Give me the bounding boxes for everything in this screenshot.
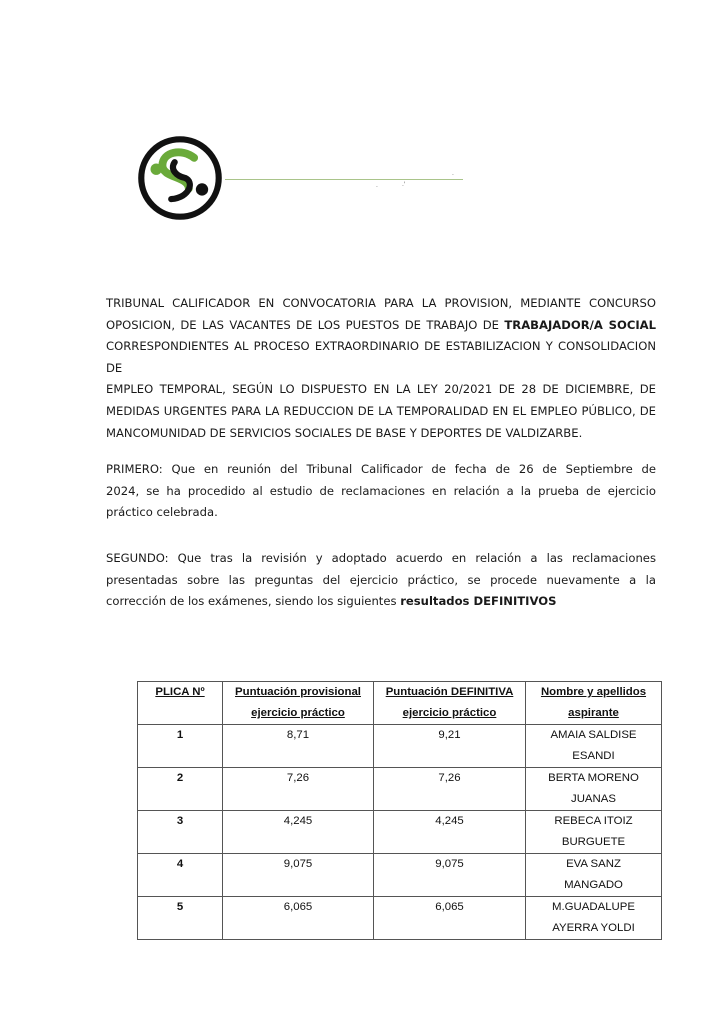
intro-line: MEDIDAS URGENTES PARA LA REDUCCION DE LA TEMPORALIDAD EN EL EMPLEO PÚBLICO, DE: [106, 403, 656, 418]
logo-green-dot: [151, 163, 162, 174]
cell-definitiva: 9,075: [374, 854, 526, 897]
cell-provisional: 7,26: [223, 768, 374, 811]
cell-name: BERTA MORENO JUANAS: [526, 768, 662, 811]
primero-line: 2024, se ha procedido al estudio de reclamaciones en relación a la prueba de ejercicio: [106, 483, 656, 498]
logo-black-dot: [196, 183, 208, 195]
cell-name: REBECA ITOIZ BURGUETE: [526, 811, 662, 854]
header-plica: PLICA Nº: [138, 682, 223, 725]
scan-artifact: .': [402, 181, 406, 188]
primero-line: PRIMERO: Que en reunión del Tribunal Calificador de fecha de 26 de Septiembre de: [106, 462, 656, 476]
cell-name: AMAIA SALDISE ESANDI: [526, 725, 662, 768]
cell-definitiva: 7,26: [374, 768, 526, 811]
table-header-row: [138, 682, 662, 725]
segundo-paragraph: [106, 548, 656, 613]
scan-artifact: .: [376, 182, 378, 189]
table-row: [138, 768, 662, 811]
cell-definitiva: 9,21: [374, 725, 526, 768]
organization-logo: [136, 134, 224, 222]
table-row: [138, 811, 662, 854]
cell-plica: 5: [138, 897, 223, 940]
intro-line: EMPLEO TEMPORAL, SEGÚN LO DISPUESTO EN LA LEY 20/2021 DE 28 DE DICIEMBRE, DE: [106, 382, 656, 397]
table-row: [138, 725, 662, 768]
primero-paragraph: [106, 459, 656, 524]
cell-name: EVA SANZ MANGADO: [526, 854, 662, 897]
segundo-line: SEGUNDO: Que tras la revisión y adoptado acuerdo en relación a las reclamaciones: [106, 551, 656, 565]
header-name: Nombre y apellidos aspirante: [526, 682, 662, 725]
cell-provisional: 8,71: [223, 725, 374, 768]
intro-line: OPOSICION, DE LAS VACANTES DE LOS PUESTOS DE TRABAJO DE TRABAJADOR/A SOCIAL: [106, 317, 656, 332]
job-title: TRABAJADOR/A SOCIAL: [504, 317, 656, 332]
cell-plica: 1: [138, 725, 223, 768]
scan-artifact: .: [452, 170, 454, 177]
cell-plica: 4: [138, 854, 223, 897]
header-provisional: Puntuación provisional ejercicio práctico: [223, 682, 374, 725]
intro-paragraph: [106, 293, 656, 444]
segundo-line: corrección de los exámenes, siendo los siguientes resultados DEFINITIVOS: [106, 594, 557, 609]
cell-name: M.GUADALUPE AYERRA YOLDI: [526, 897, 662, 940]
results-label: resultados DEFINITIVOS: [400, 594, 557, 609]
intro-line: CORRESPONDIENTES AL PROCESO EXTRAORDINARIO DE ESTABILIZACION Y CONSOLIDACION DE: [106, 339, 656, 375]
cell-definitiva: 6,065: [374, 897, 526, 940]
header-rule: [225, 179, 463, 180]
cell-plica: 2: [138, 768, 223, 811]
cell-plica: 3: [138, 811, 223, 854]
cell-provisional: 9,075: [223, 854, 374, 897]
cell-provisional: 6,065: [223, 897, 374, 940]
primero-line: práctico celebrada.: [106, 505, 218, 520]
header-definitiva: Puntuación DEFINITIVA ejercicio práctico: [374, 682, 526, 725]
segundo-line: presentadas sobre las preguntas del ejercicio práctico, se procede nuevamente a la: [106, 572, 656, 587]
cell-definitiva: 4,245: [374, 811, 526, 854]
intro-line: MANCOMUNIDAD DE SERVICIOS SOCIALES DE BASE Y DEPORTES DE VALDIZARBE.: [106, 425, 583, 440]
table-row: [138, 897, 662, 940]
results-table: [137, 681, 662, 940]
intro-line: TRIBUNAL CALIFICADOR EN CONVOCATORIA PARA LA PROVISION, MEDIANTE CONCURSO: [106, 296, 656, 310]
cell-provisional: 4,245: [223, 811, 374, 854]
table-row: [138, 854, 662, 897]
